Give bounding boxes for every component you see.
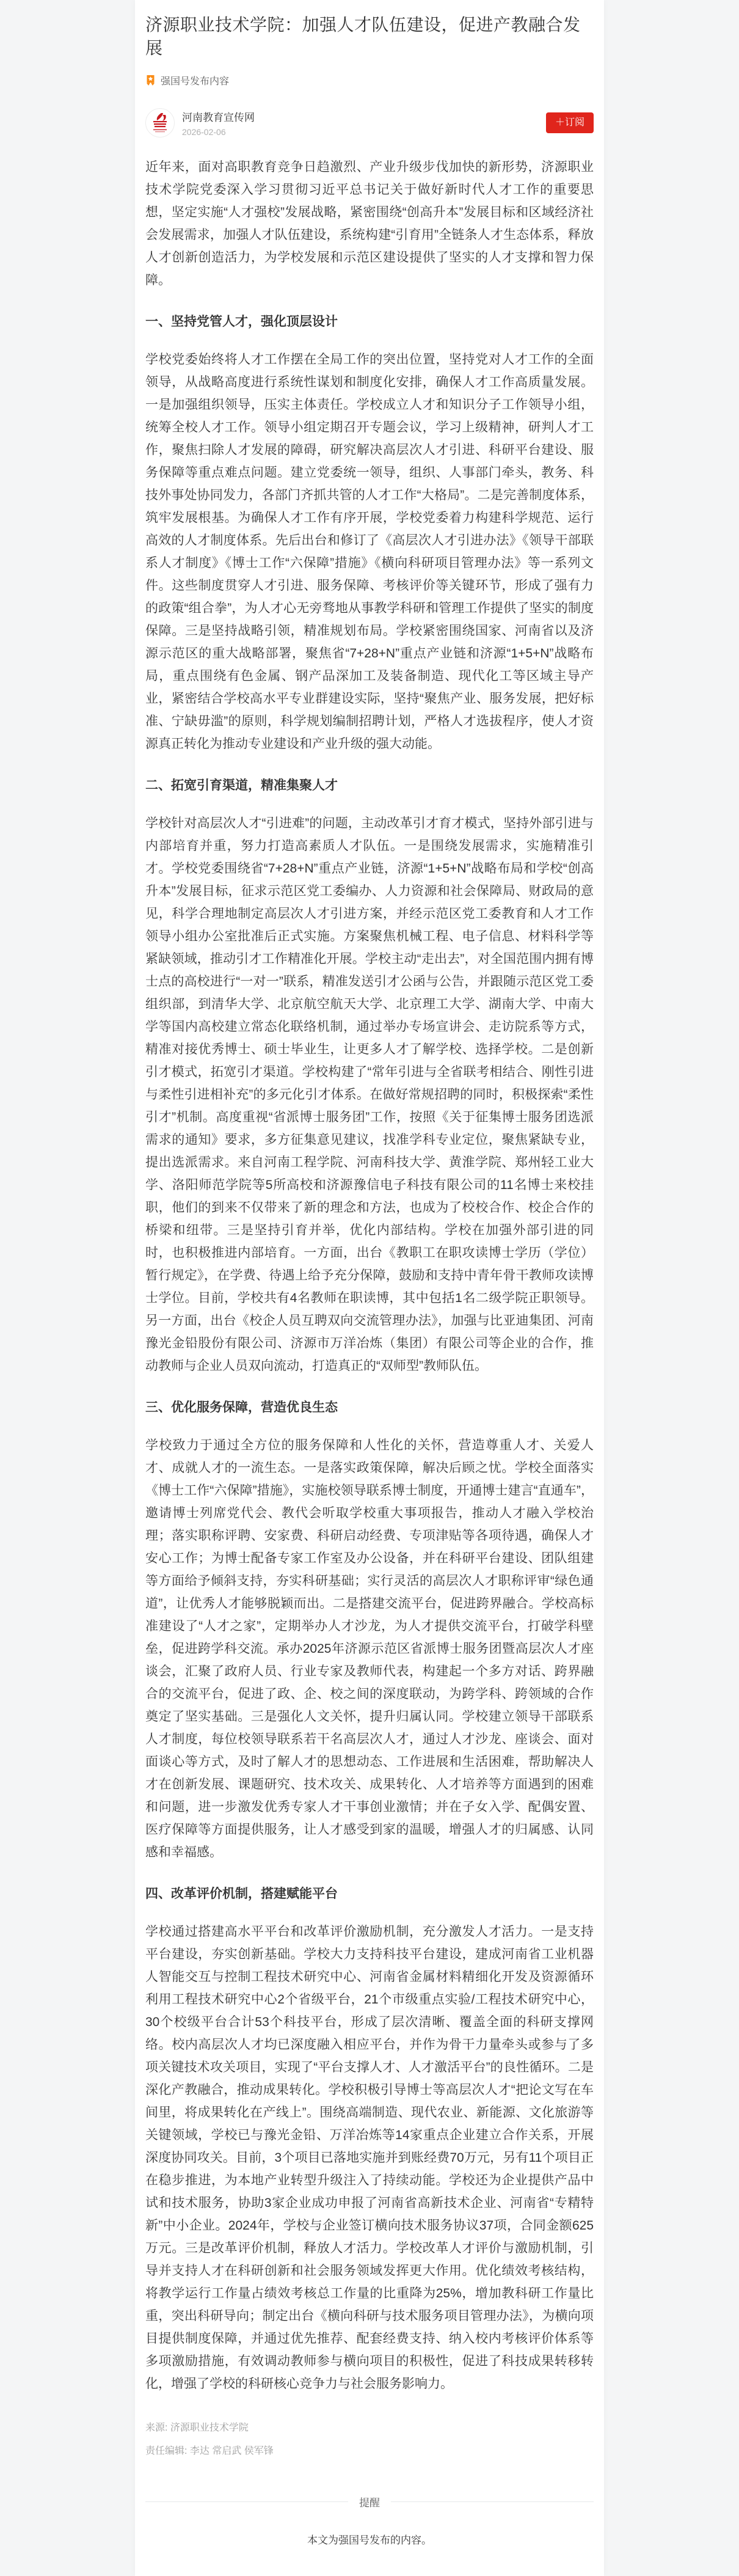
article-section-1 bbox=[145, 312, 594, 755]
page-title: 济源职业技术学院：加强人才队伍建设，促进产教融合发展 bbox=[145, 15, 581, 57]
qiangguo-badge bbox=[145, 73, 594, 87]
article-section-4 bbox=[145, 1884, 594, 2395]
section-4-body: 学校通过搭建高水平平台和改革评价激励机制，充分激发人才活力。一是支持平台建设，夯实创新基础。学校大力支持科技平台建设，建成河南省工业机器人智能交互与控制工程技术研究中心、河南省金属材料精细化开发及资源循环利用工程技术研究中心2个省级平台，21个市级重点实验/工程技术研究中心，30个校级平台合计53个科技平台，形成了层次清晰、覆盖全面的科研支撑网络。校内高层次人才均已深度融入相应平台，并作为骨干力量牵头或参与了多项关键技术攻关项目，实现了“平台支撑人才、人才激活平台”的良性循环。二是深化产教融合，推动成果转化。学校积极引导博士等高层次人才“把论文写在车间里，将成果转化在产线上”。围绕高端制造、现代农业、新能源、文化旅游等关键领域，学校已与豫光金铅、万洋冶炼等14家重点企业建立合作关系，开展深度协同攻关。目前，3个项目已落地实施并到账经费70万元，另有11个项目正在稳步推进，为本地产业转型升级注入了持续动能。学校还为企业提供产品中试和技术服务，协助3家企业成功申报了河南省高新技术企业、河南省“专精特新”中小企业。2024年，学校与企业签订横向技术服务协议37项，合同金额625万元。三是改革评价机制，释放人才活力。学校改革人才评价与激励机制，引导并支持人才在科研创新和社会服务领域发挥更大作用。优化绩效考核结构，将教学运行工作量占绩效考核总工作量的比重降为25%，增加教科研工作量比重，突出科研导向；制定出台《横向科研与技术服务项目管理办法》，为横向项目提供制度保障，并通过优先推荐、配套经费支持、纳入校内考核评价体系等多项激励措施，有效调动教师参与横向项目的积极性，促进了科技成果转移转化，增强了学校的科研核心竞争力与社会服务影响力。 bbox=[145, 1924, 594, 2391]
publisher-name[interactable]: 河南教育宣传网 bbox=[182, 111, 255, 123]
article-meta bbox=[145, 2421, 594, 2459]
subscribe-button[interactable]: ＋订阅 bbox=[546, 112, 594, 133]
publisher-row bbox=[145, 108, 594, 137]
reminder-divider bbox=[145, 2494, 594, 2509]
publisher-avatar[interactable] bbox=[145, 108, 175, 137]
publish-date: 2026-02-06 bbox=[182, 126, 226, 137]
publisher-logo-icon bbox=[148, 111, 172, 135]
article-section-3 bbox=[145, 1398, 594, 1864]
badge-label: 强国号发布内容 bbox=[161, 76, 230, 87]
section-4-heading: 四、改革评价机制，搭建赋能平台 bbox=[145, 1886, 338, 1901]
article-body bbox=[145, 156, 594, 2459]
section-2-heading: 二、拓宽引育渠道，精准集聚人才 bbox=[145, 778, 338, 792]
bookmark-star-icon bbox=[145, 75, 156, 86]
intro-paragraph: 近年来，面对高职教育竞争日趋激烈、产业升级步伐加快的新形势，济源职业技术学院党委深入学习贯彻习近平总书记关于做好新时代人才工作的重要思想，坚定实施“人才强校”发展战略，紧密围绕“创高升本”发展目标和区域经济社会发展需求，加强人才队伍建设，系统构建“引育用”全链条人才生态体系，释放人才创新创造活力，为学校发展和示范区建设提供了坚实的人才支撑和智力保障。 bbox=[145, 159, 594, 287]
editor-line: 责任编辑: 李达 常启武 侯军锋 bbox=[145, 2445, 274, 2456]
section-2-body: 学校针对高层次人才“引进难”的问题，主动改革引才育才模式，坚持外部引进与内部培育并重，努力打造高素质人才队伍。一是围绕发展需求，实施精准引才。学校党委围绕省“7+28+N”重点产业链，济源“1+5+N”战略布局和学校“创高升本”发展目标，征求示范区党工委编办、人力资源和社会保障局、财政局的意见，科学合理地制定高层次人才引进方案，并经示范区党工委教育和人才工作领导小组办公室批准后正式实施。方案聚焦机械工程、电子信息、材料科学等紧缺领域，推动引才工作精准化开展。学校主动“走出去”，对全国范围内拥有博士点的高校进行“一对一”联系，精准发送引才公函与公告，并跟随示范区党工委组织部，到清华大学、北京航空航天大学、北京理工大学、湖南大学、中南大学等国内高校建立常态化联络机制，通过举办专场宣讲会、走访院系等方式，精准对接优秀博士、硕士毕业生，让更多人才了解学校、选择学校。二是创新引才模式，拓宽引才渠道。学校构建了“常年引进与全省联考相结合、刚性引进与柔性引进相补充”的多元化引才体系。在做好常规招聘的同时，积极探索“柔性引才”机制。高度重视“省派博士服务团”工作，按照《关于征集博士服务团选派需求的通知》要求，多方征集意见建议，找准学科专业定位，聚焦紧缺专业，提出选派需求。来自河南工程学院、河南科技大学、黄淮学院、郑州轻工业大学、洛阳师范学院等5所高校和济源豫信电子科技有限公司的11名博士来校挂职，他们的到来不仅带来了新的理念和方法，也成为了校校合作、校企合作的桥梁和纽带。三是坚持引育并举，优化内部结构。学校在加强外部引进的同时，也积极推进内部培育。一方面，出台《教职工在职攻读博士学历（学位）暂行规定》，在学费、待遇上给予充分保障，鼓励和支持中青年骨干教师攻读博士学位。目前，学校共有4名教师在职读博，其中包括1名二级学院正职领导。另一方面，出台《校企人员互聘双向交流管理办法》，加强与比亚迪集团、河南豫光金铅股份有限公司、济源市万洋冶炼（集团）有限公司等企业的合作，推动教师与企业人员双向流动，打造真正的“双师型”教师队伍。 bbox=[145, 816, 594, 1373]
section-1-heading: 一、坚持党管人才，强化顶层设计 bbox=[145, 314, 338, 329]
section-1-body: 学校党委始终将人才工作摆在全局工作的突出位置，坚持党对人才工作的全面领导，从战略高度进行系统性谋划和制度化安排，确保人才工作高质量发展。一是加强组织领导，压实主体责任。学校成立人才和知识分子工作领导小组，统筹全校人才工作。领导小组定期召开专题会议，学习上级精神，研判人才工作，聚焦扫除人才发展的障碍，研究解决高层次人才引进、科研平台建设、服务保障等重点难点问题。建立党委统一领导，组织、人事部门牵头，教务、科技外事处协同发力，各部门齐抓共管的人才工作“大格局”。二是完善制度体系，筑牢发展根基。为确保人才工作有序开展，学校党委着力构建科学规范、运行高效的人才制度体系。先后出台和修订了《高层次人才引进办法》《领导干部联系人才制度》《博士工作“六保障”措施》《横向科研项目管理办法》等一系列文件。这些制度贯穿人才引进、服务保障、考核评价等关键环节，形成了强有力的政策“组合拳”，为人才心无旁骛地从事教学科研和管理工作提供了坚实的制度保障。三是坚持战略引领，精准规划布局。学校紧密围绕国家、河南省以及济源示范区的重大战略部署，聚焦省“7+28+N”重点产业链和济源“1+5+N”战略布局，重点围绕有色金属、钢产品深加工及装备制造、现代化工等区域主导产业，紧密结合学校高水平专业群建设实际，坚持“聚焦产业、服务发展，把好标准、宁缺毋滥”的原则，科学规划编制招聘计划，严格人才选拔程序，使人才资源真正转化为推动专业建设和产业升级的强大动能。 bbox=[145, 352, 594, 751]
reminder-label: 提醒 bbox=[359, 2497, 380, 2509]
section-3-heading: 三、优化服务保障，营造优良生态 bbox=[145, 1400, 338, 1414]
source-line: 来源: 济源职业技术学院 bbox=[145, 2422, 249, 2433]
footer-note: 本文为强国号发布的内容。 bbox=[307, 2534, 432, 2546]
article-card bbox=[135, 0, 604, 2576]
section-3-body: 学校致力于通过全方位的服务保障和人性化的关怀，营造尊重人才、关爱人才、成就人才的一流生态。一是落实政策保障，解决后顾之忧。学校全面落实《博士工作“六保障”措施》，实施校领导联系博士制度，开通博士建言“直通车”，邀请博士列席党代会、教代会听取学校重大事项报告，推动人才融入学校治理；落实职称评聘、安家费、科研启动经费、专项津贴等各项待遇，确保人才安心工作；为博士配备专家工作室及办公设备，并在科研平台建设、团队组建等方面给予倾斜支持，夯实科研基础；实行灵活的高层次人才职称评审“绿色通道”，让优秀人才能够脱颖而出。二是搭建交流平台，促进跨界融合。学校高标准建设了“人才之家”，定期举办人才沙龙，为人才提供交流平台，打破学科壁垒，促进跨学科交流。承办2025年济源示范区省派博士服务团暨高层次人才座谈会，汇聚了政府人员、行业专家及教师代表，构建起一个多方对话、跨界融合的交流平台，促进了政、企、校之间的深度联动，为跨学科、跨领域的合作奠定了坚实基础。三是强化人文关怀，提升归属认同。学校建立领导干部联系人才制度，每位校领导联系若干名高层次人才，通过人才沙龙、座谈会、面对面谈心等方式，及时了解人才的思想动态、工作进展和生活困难，帮助解决人才在创新发展、课题研究、技术攻关、成果转化、人才培养等方面遇到的困难和问题，进一步激发优秀专家人才干事创业激情；并在子女入学、配偶安置、医疗保障等方面提供服务，让人才感受到家的温暖，增强人才的归属感、认同感和幸福感。 bbox=[145, 1438, 594, 1859]
publisher-meta bbox=[182, 109, 546, 137]
article-section-2 bbox=[145, 776, 594, 1377]
divider-line-left bbox=[145, 2501, 348, 2502]
divider-line-right bbox=[391, 2501, 594, 2502]
